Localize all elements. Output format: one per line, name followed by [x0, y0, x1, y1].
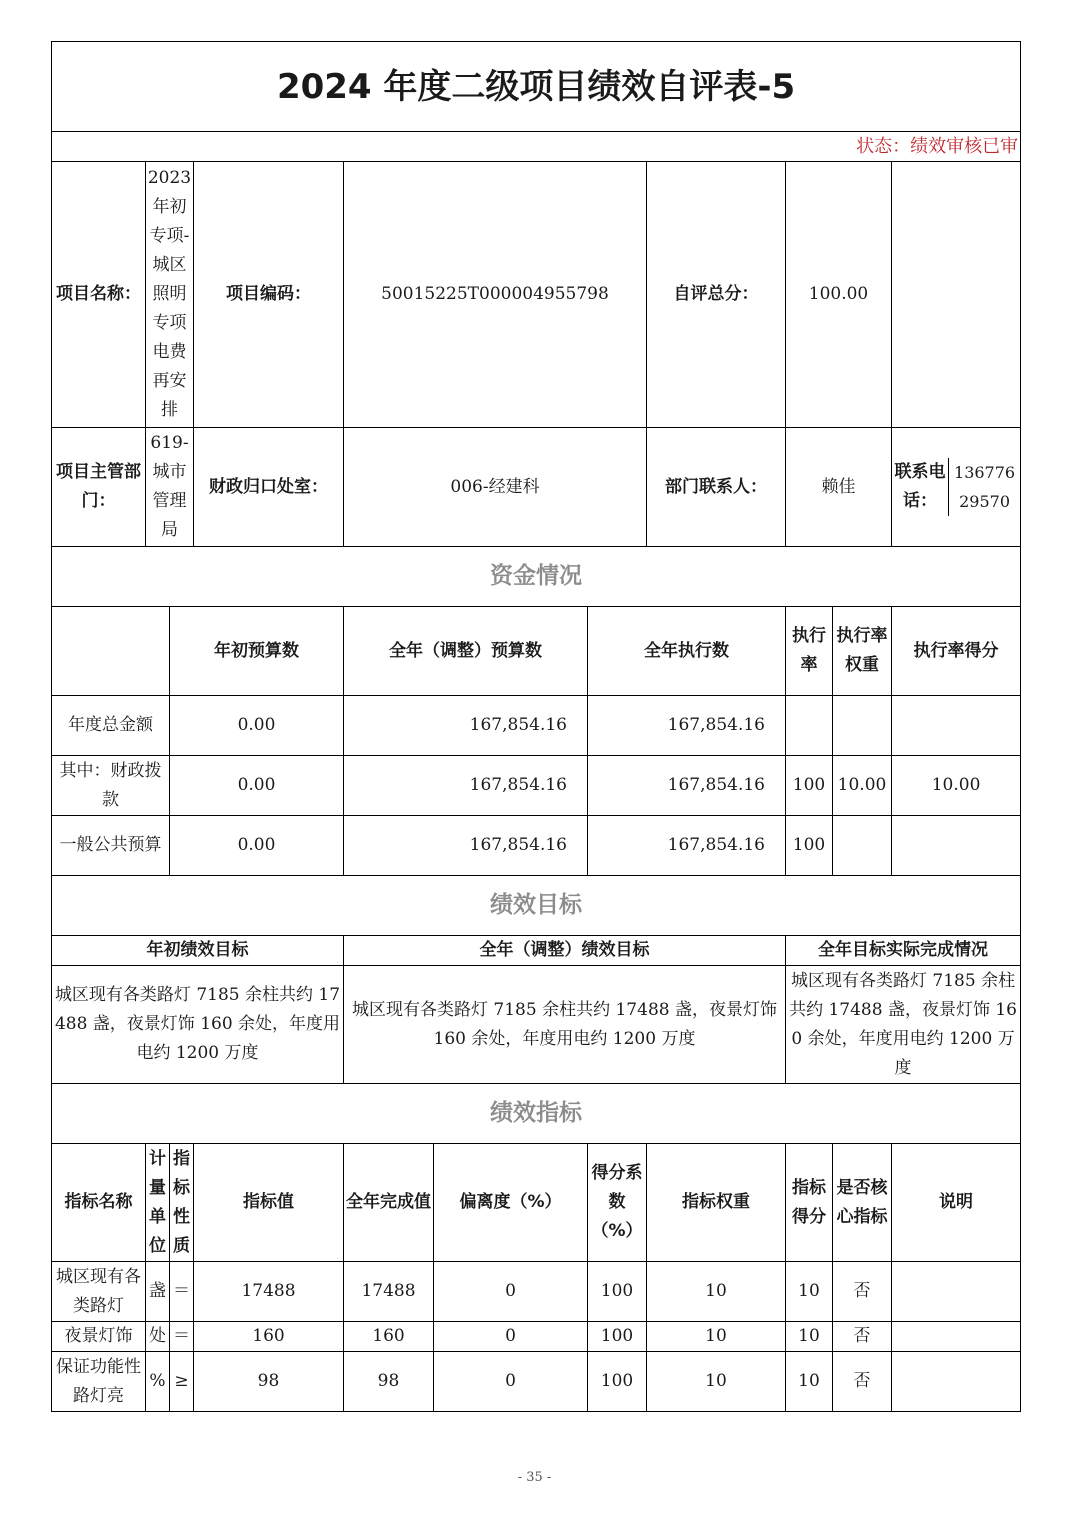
funds-row-name: 其中：财政拨款 — [52, 756, 170, 816]
phone-label-text: 联系电话： — [892, 458, 949, 516]
funds-header-weight: 执行率权重 — [833, 607, 892, 696]
indicator-deviation: 0 — [434, 1262, 588, 1322]
funds-row-name: 一般公共预算 — [52, 816, 170, 876]
project-code-value: 50015225T000004955798 — [344, 162, 647, 428]
funds-adjusted-value: 167,854.16 — [344, 756, 588, 816]
indicator-indicator-name: 城区现有各类路灯 — [52, 1262, 146, 1322]
project-name-label: 项目名称： — [52, 162, 146, 428]
phone-block — [892, 458, 1020, 516]
indicator-target-value: 98 — [194, 1352, 344, 1412]
funds-section-title: 资金情况 — [52, 547, 1021, 607]
funds-initial-value: 0.00 — [170, 696, 344, 756]
funds-weight-value — [833, 816, 892, 876]
indicator-indicator-score: 10 — [786, 1352, 833, 1412]
score-label: 自评总分： — [647, 162, 786, 428]
funds-header-score: 执行率得分 — [892, 607, 1021, 696]
funds-header-adjusted: 全年（调整）预算数 — [344, 607, 588, 696]
phone-label — [892, 428, 1021, 547]
funds-executed-value: 167,854.16 — [588, 756, 786, 816]
indicator-deviation: 0 — [434, 1352, 588, 1412]
funds-initial-value: 0.00 — [170, 816, 344, 876]
indicator-deviation: 0 — [434, 1322, 588, 1352]
page-number: - 35 - — [517, 1470, 552, 1485]
project-name-value: 2023年初专项-城区照明专项电费再安排 — [146, 162, 194, 428]
indicator-header-indicator-name: 指标名称 — [52, 1144, 146, 1262]
contact-label: 部门联系人： — [647, 428, 786, 547]
funds-row-name: 年度总金额 — [52, 696, 170, 756]
indicator-nature: ＝ — [170, 1262, 194, 1322]
performance-table — [51, 41, 1021, 1412]
empty-cell — [892, 162, 1021, 428]
indicator-weight: 10 — [647, 1262, 786, 1322]
funds-header-rate: 执行率 — [786, 607, 833, 696]
funds-row — [52, 816, 1021, 876]
indicator-note — [892, 1262, 1021, 1322]
indicator-nature: ＝ — [170, 1322, 194, 1352]
indicator-header-weight: 指标权重 — [647, 1144, 786, 1262]
funds-row — [52, 696, 1021, 756]
status-text: 状态：绩效审核已审 — [52, 132, 1021, 162]
indicator-is-core: 否 — [833, 1322, 892, 1352]
indicator-nature: ≥ — [170, 1352, 194, 1412]
dept-label: 项目主管部门： — [52, 428, 146, 547]
funds-header-row — [52, 607, 1021, 696]
indicator-note — [892, 1322, 1021, 1352]
indicator-header-target-value: 指标值 — [194, 1144, 344, 1262]
funds-score-value — [892, 816, 1021, 876]
goals-section-title: 绩效目标 — [52, 876, 1021, 936]
indicator-weight: 10 — [647, 1322, 786, 1352]
indicator-completed-value: 98 — [344, 1352, 434, 1412]
funds-weight-value — [833, 696, 892, 756]
indicator-weight: 10 — [647, 1352, 786, 1412]
funds-initial-value: 0.00 — [170, 756, 344, 816]
indicator-row — [52, 1262, 1021, 1322]
indicators-section-title: 绩效指标 — [52, 1084, 1021, 1144]
indicator-target-value: 17488 — [194, 1262, 344, 1322]
indicator-header-completed-value: 全年完成值 — [344, 1144, 434, 1262]
indicator-is-core: 否 — [833, 1352, 892, 1412]
funds-score-value: 10.00 — [892, 756, 1021, 816]
phone-value: 13677629570 — [954, 463, 1016, 511]
indicator-header-nature: 指标性质 — [170, 1144, 194, 1262]
indicator-score-coefficient: 100 — [588, 1352, 647, 1412]
indicator-unit: % — [146, 1352, 170, 1412]
indicator-header-score-coefficient: 得分系数（%） — [588, 1144, 647, 1262]
indicator-row — [52, 1322, 1021, 1352]
goals-header-actual: 全年目标实际完成情况 — [786, 936, 1021, 966]
goal-adjusted-text: 城区现有各类路灯 7185 余柱共约 17488 盏，夜景灯饰 160 余处，年度用电约 1200 万度 — [344, 966, 786, 1084]
indicator-completed-value: 160 — [344, 1322, 434, 1352]
indicator-header-note: 说明 — [892, 1144, 1021, 1262]
goals-header-initial: 年初绩效目标 — [52, 936, 344, 966]
indicator-indicator-score: 10 — [786, 1262, 833, 1322]
funds-header-executed: 全年执行数 — [588, 607, 786, 696]
funds-rate-value: 100 — [786, 756, 833, 816]
score-value: 100.00 — [786, 162, 892, 428]
funds-score-value — [892, 696, 1021, 756]
funds-rate-value — [786, 696, 833, 756]
section-header-row — [52, 547, 1021, 607]
funds-weight-value: 10.00 — [833, 756, 892, 816]
indicator-indicator-name: 保证功能性路灯亮 — [52, 1352, 146, 1412]
indicator-unit: 盏 — [146, 1262, 170, 1322]
indicator-header-unit: 计量单位 — [146, 1144, 170, 1262]
funds-header-initial: 年初预算数 — [170, 607, 344, 696]
funds-rate-value: 100 — [786, 816, 833, 876]
indicator-is-core: 否 — [833, 1262, 892, 1322]
goal-actual-text: 城区现有各类路灯 7185 余柱共约 17488 盏，夜景灯饰 160 余处，年度用电约 1200 万度 — [786, 966, 1021, 1084]
project-code-label: 项目编码： — [194, 162, 344, 428]
goals-header-row — [52, 936, 1021, 966]
goal-initial-text: 城区现有各类路灯 7185 余柱共约 17488 盏，夜景灯饰 160 余处，年度用电约 1200 万度 — [52, 966, 344, 1084]
section-header-row — [52, 876, 1021, 936]
section-header-row — [52, 1084, 1021, 1144]
finance-label: 财政归口处室： — [194, 428, 344, 547]
indicator-score-coefficient: 100 — [588, 1322, 647, 1352]
indicator-target-value: 160 — [194, 1322, 344, 1352]
goals-row — [52, 966, 1021, 1084]
indicator-header-deviation: 偏离度（%） — [434, 1144, 588, 1262]
indicator-score-coefficient: 100 — [588, 1262, 647, 1322]
indicators-header-row — [52, 1144, 1021, 1262]
finance-value: 006-经建科 — [344, 428, 647, 547]
indicator-note — [892, 1352, 1021, 1412]
contact-value: 赖佳 — [786, 428, 892, 547]
funds-adjusted-value: 167,854.16 — [344, 696, 588, 756]
indicator-indicator-name: 夜景灯饰 — [52, 1322, 146, 1352]
indicator-header-is-core: 是否核心指标 — [833, 1144, 892, 1262]
indicator-header-indicator-score: 指标得分 — [786, 1144, 833, 1262]
indicator-indicator-score: 10 — [786, 1322, 833, 1352]
dept-value: 619-城市管理局 — [146, 428, 194, 547]
funds-adjusted-value: 167,854.16 — [344, 816, 588, 876]
funds-row — [52, 756, 1021, 816]
indicator-row — [52, 1352, 1021, 1412]
funds-corner-cell — [52, 607, 170, 696]
page-title: 2024 年度二级项目绩效自评表-5 — [52, 42, 1021, 132]
indicator-unit: 处 — [146, 1322, 170, 1352]
goals-header-adjusted: 全年（调整）绩效目标 — [344, 936, 786, 966]
funds-executed-value: 167,854.16 — [588, 816, 786, 876]
indicator-completed-value: 17488 — [344, 1262, 434, 1322]
funds-executed-value: 167,854.16 — [588, 696, 786, 756]
